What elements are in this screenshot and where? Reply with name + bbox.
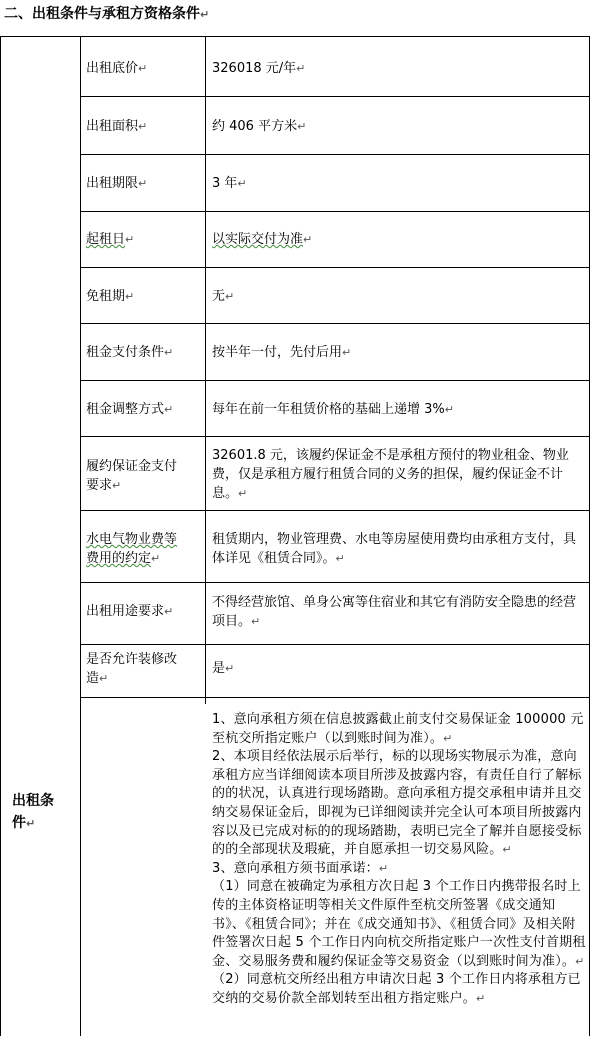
table-divider-col2 [205, 36, 206, 704]
requirement-paragraph: 1、意向承租方须在信息披露截止前支付交易保证金 100000 元至杭交所指定账户（以到账时间为准）。↵ [212, 712, 584, 746]
row-label-area: 出租面积↵ [86, 119, 148, 134]
requirement-paragraph: 2、本项目经依法展示后举行，标的以现场实物展示为准，意向承租方应当详细阅读本项目所涉及披露内容，有责任自行了解标的的状况，认真进行现场踏勘。意向承租方提交承租申请并且交纳交易保证金后，即视为已详细阅读并完全认可本项目所披露内容以及已完成对标的的现场踏勘，表明已完全了解并自愿接受标的的全部现状及瑕疵，并自愿承担一切交易风险。↵ [212, 749, 582, 858]
section-heading: 二、出租条件与承租方资格条件↵ [4, 6, 210, 22]
row-label-utilities: 水电气物业费等 费用的约定↵ [86, 532, 178, 566]
row-value-start-date: 以实际交付为准↵ [212, 232, 313, 247]
row-divider [80, 380, 590, 381]
row-divider [80, 697, 590, 698]
row-label-term: 出租期限↵ [86, 176, 148, 191]
row-divider [80, 96, 590, 97]
row-value-renovation: 是↵ [212, 661, 235, 676]
row-label-payment: 租金支付条件↵ [86, 345, 174, 360]
row-divider [80, 436, 590, 437]
row-value-area: 约 406 平方米↵ [212, 119, 307, 134]
row-divider [80, 510, 590, 511]
table-divider-col1 [80, 36, 81, 1036]
requirement-paragraph: （2）同意杭交所经出租方申请次日起 3 个工作日内将承租方已交纳的交易价款全部划转至出租方指定账户。↵ [212, 972, 581, 1006]
table-border-top [0, 36, 590, 37]
requirement-paragraph: （1）同意在被确定为承租方次日起 3 个工作日内携带报名时上传的主体资格证明等相关文件原件至杭交所签署《成交通知书》、《租赁合同》；并在《成交通知书》、《租赁合同》及相关附件签署次日起 5 个工作日内向杭交所指定账户一次性支付首期租金、交易服务费和履约保证金等交易资金（以到账时间为准）。↵ [212, 879, 586, 969]
row-divider [80, 323, 590, 324]
table-border-right [589, 36, 590, 1036]
requirement-paragraph: 3、意向承租方须书面承诺：↵ [212, 860, 389, 876]
row-value-deposit: 32601.8 元，该履约保证金不是承租方预付的物业租金、物业费，仅是承租方履行租赁合同的义务的担保，履约保证金不计息。↵ [212, 448, 569, 501]
row-label-start-date: 起租日↵ [86, 232, 135, 247]
row-divider [80, 154, 590, 155]
row-value-usage: 不得经营旅馆、单身公寓等住宿业和其它有消防安全隐患的经营项目。↵ [212, 595, 577, 629]
row-divider [80, 582, 590, 583]
side-label: 出租条 件↵ [12, 793, 54, 831]
row-value-adjustment: 每年在前一年租赁价格的基础上递增 3%↵ [212, 402, 454, 417]
row-label-adjustment: 租金调整方式↵ [86, 402, 174, 417]
row-value-payment: 按半年一付，先付后用↵ [212, 345, 352, 360]
heading-text: 二、出租条件与承租方资格条件 [4, 6, 200, 22]
row-label-renovation: 是否允许装修改 造↵ [86, 652, 178, 686]
row-value-term: 3 年↵ [212, 176, 247, 191]
row-value-rent-price: 326018 元/年↵ [212, 61, 306, 76]
row-label-rent-free: 免租期↵ [86, 289, 135, 304]
row-value-utilities: 租赁期内，物业管理费、水电等房屋使用费均由承租方支付，具体详见《租赁合同》。↵ [212, 532, 577, 566]
row-divider [80, 267, 590, 268]
row-divider [80, 644, 590, 645]
row-divider [80, 211, 590, 212]
row-label-rent-price: 出租底价↵ [86, 61, 148, 76]
table-border-left [0, 36, 1, 1036]
row-label-usage: 出租用途要求↵ [86, 604, 174, 619]
row-value-rent-free: 无↵ [212, 289, 235, 304]
row-label-deposit: 履约保证金支付 要求↵ [86, 459, 178, 493]
requirements-text [212, 711, 586, 1009]
